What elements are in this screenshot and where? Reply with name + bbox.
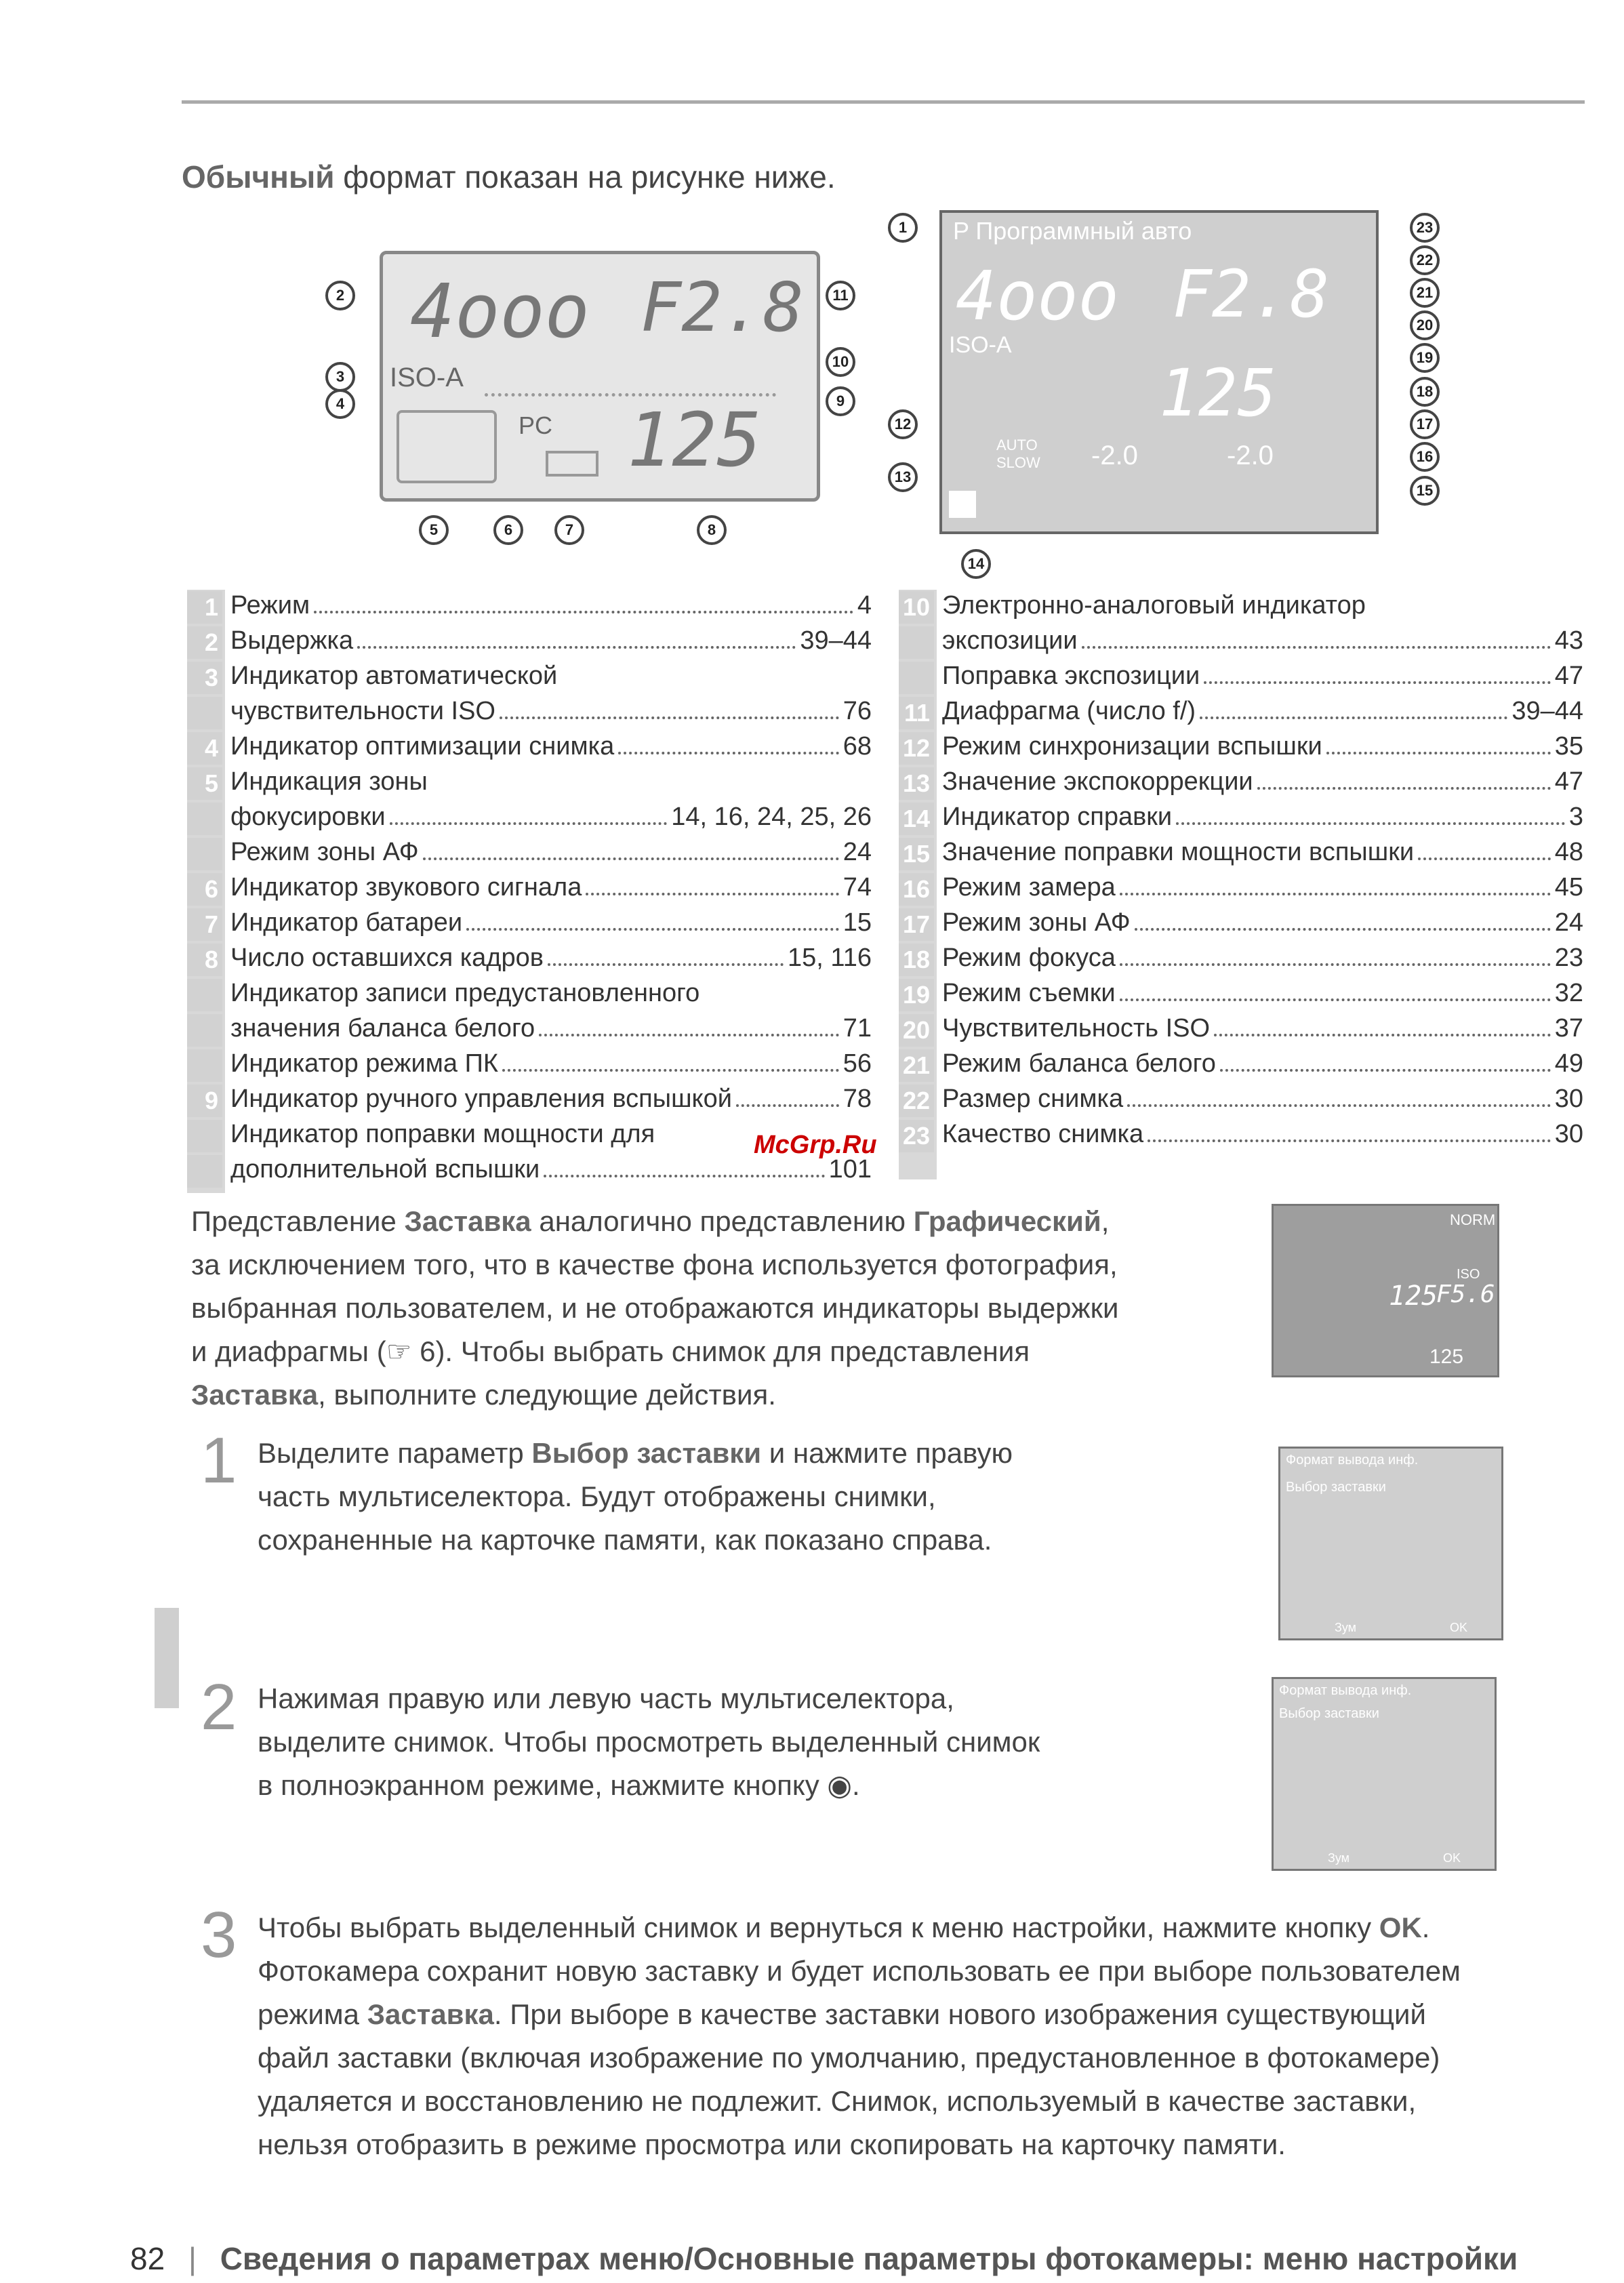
index-page: 30 (1554, 1120, 1583, 1148)
index-entry (187, 908, 872, 937)
index-page: 74 (843, 873, 872, 902)
index-list-right (899, 591, 1583, 1181)
wallpaper-screen-thumbnail (1272, 1204, 1499, 1377)
thumb-iso: ISO (1457, 1267, 1480, 1282)
index-number: 17 (899, 908, 934, 941)
menu2-subtitle: Выбор заставки (1279, 1706, 1379, 1721)
index-label: Индикатор записи предустановленного (230, 979, 700, 1007)
index-entry (187, 803, 872, 832)
index-label: Режим зоны АФ (230, 838, 419, 866)
index-number (187, 697, 222, 729)
index-entry (899, 838, 1583, 867)
index-page: 39–44 (800, 626, 872, 655)
leader-dots (1257, 787, 1551, 790)
lcd-pc: PC (519, 411, 553, 439)
lcd-exp-comp: -2.0 (1091, 441, 1138, 470)
index-label: Число оставшихся кадров (230, 944, 544, 972)
index-entry (187, 1014, 872, 1043)
index-number: 22 (899, 1085, 934, 1117)
leader-dots (1082, 646, 1551, 649)
leader-dots (423, 857, 839, 860)
index-number: 19 (899, 979, 934, 1011)
index-page: 49 (1554, 1049, 1583, 1078)
index-number: 23 (899, 1120, 934, 1152)
index-label: значения баланса белого (230, 1014, 535, 1043)
index-number: 20 (899, 1014, 934, 1047)
lcd-right-aperture: F2.8 (1173, 256, 1330, 332)
lcd-mode: P Программный авто (953, 217, 1192, 245)
callout-r13: 13 (888, 462, 918, 492)
menu1-ok: OK (1450, 1621, 1468, 1634)
page-footer: 82 | Сведения о параметрах меню/Основные параметры фотокамеры: меню настройки (130, 2241, 1518, 2276)
index-label: Режим фокуса (942, 944, 1116, 972)
leader-dots (1120, 998, 1551, 1001)
leader-dots (1220, 1069, 1551, 1072)
index-number: 5 (187, 767, 222, 800)
index-number (187, 803, 222, 835)
index-page: 24 (1554, 908, 1583, 937)
index-number: 4 (187, 732, 222, 765)
index-entry (187, 944, 872, 973)
callout-r1: 1 (888, 213, 918, 243)
menu1-subtitle: Выбор заставки (1286, 1480, 1386, 1495)
lcd-diagram-right (939, 210, 1379, 534)
index-number: 12 (899, 732, 934, 765)
callout-8: 8 (697, 515, 727, 545)
callout-r17: 17 (1410, 409, 1440, 439)
index-label: Значение поправки мощности вспышки (942, 838, 1415, 866)
leader-dots (539, 1034, 839, 1036)
lcd-diagram-left (380, 251, 820, 502)
index-page: 47 (1554, 662, 1583, 690)
intro-text: Обычный формат показан на рисунке ниже. (182, 159, 836, 195)
index-entry (899, 1049, 1583, 1078)
index-label: Индикатор справки (942, 803, 1173, 831)
index-page: 35 (1554, 732, 1583, 761)
index-number (187, 1014, 222, 1047)
index-label: Выдержка (230, 626, 354, 655)
menu2-zoom: Зум (1328, 1851, 1350, 1865)
index-page: 68 (843, 732, 872, 761)
index-number (187, 1120, 222, 1152)
lcd-shutter: 4ooo (410, 268, 590, 355)
index-entry (187, 1085, 872, 1114)
step-2-number: 2 (201, 1671, 237, 1743)
index-label: Диафрагма (число f/) (942, 697, 1196, 725)
leader-dots (1135, 928, 1551, 931)
index-entry (187, 697, 872, 726)
leader-dots (1200, 716, 1507, 719)
leader-dots (1176, 822, 1565, 825)
leader-dots (502, 1069, 839, 1072)
leader-dots (618, 752, 839, 754)
index-number: 6 (187, 873, 222, 906)
step-1-number: 1 (201, 1424, 237, 1497)
callout-4: 4 (325, 389, 355, 419)
menu1-zoom: Зум (1335, 1621, 1357, 1634)
index-entry (899, 1085, 1583, 1114)
index-entry (899, 803, 1583, 832)
callout-r19: 19 (1410, 343, 1440, 373)
index-page: 14, 16, 24, 25, 26 (671, 803, 872, 831)
index-number: 14 (899, 803, 934, 835)
callout-7: 7 (554, 515, 584, 545)
index-label: Индикатор звукового сигнала (230, 873, 582, 902)
leader-dots (390, 822, 668, 825)
index-entry (899, 626, 1583, 655)
index-entry (187, 838, 872, 867)
help-icon (949, 491, 976, 518)
index-entry (187, 767, 872, 796)
thumb-frames: 125 (1429, 1346, 1464, 1368)
index-label: Индикатор режима ПК (230, 1049, 499, 1078)
lcd-exposure-scale (485, 373, 776, 397)
index-page: 101 (828, 1155, 872, 1184)
index-page: 23 (1554, 944, 1583, 972)
index-number (187, 979, 222, 1011)
index-page: 71 (843, 1014, 872, 1043)
index-page: 3 (1568, 803, 1583, 831)
index-label: дополнительной вспышки (230, 1155, 540, 1184)
index-page: 76 (843, 697, 872, 725)
index-number: 7 (187, 908, 222, 941)
leader-dots (1204, 681, 1550, 684)
index-entry (187, 732, 872, 761)
index-entry (187, 662, 872, 691)
index-entry (899, 697, 1583, 726)
index-label: Режим (230, 591, 310, 620)
callout-r15: 15 (1410, 476, 1440, 506)
menu-screenshot-1 (1278, 1447, 1503, 1640)
watermark: McGrp.Ru (754, 1131, 877, 1159)
thumb-quality: NORM (1450, 1211, 1496, 1228)
callout-11: 11 (826, 281, 855, 310)
callout-3: 3 (325, 362, 355, 392)
index-number: 3 (187, 662, 222, 694)
index-entry (187, 626, 872, 655)
index-page: 15 (843, 908, 872, 937)
index-label: Электронно-аналоговый индикатор (942, 591, 1366, 620)
index-page: 39–44 (1511, 697, 1583, 725)
page-number: 82 (130, 2241, 165, 2276)
index-label: фокусировки (230, 803, 386, 831)
index-page: 4 (857, 591, 872, 620)
callout-r21: 21 (1410, 278, 1440, 308)
index-label: Режим съемки (942, 979, 1116, 1007)
index-number: 2 (187, 626, 222, 659)
index-entry (899, 979, 1583, 1008)
callout-r22: 22 (1410, 245, 1440, 275)
index-entry (187, 591, 872, 620)
leader-dots (1326, 752, 1551, 754)
callout-r14: 14 (961, 549, 991, 579)
index-entry (899, 873, 1583, 902)
index-page: 37 (1554, 1014, 1583, 1043)
lcd-auto-slow: AUTO SLOW (996, 437, 1040, 471)
lcd-frame-count: 125 (627, 397, 762, 483)
leader-dots (1214, 1034, 1551, 1036)
leader-dots (736, 1104, 839, 1107)
index-number: 21 (899, 1049, 934, 1082)
index-label: Режим баланса белого (942, 1049, 1216, 1078)
callout-5: 5 (419, 515, 449, 545)
leader-dots (1120, 893, 1551, 895)
top-rule (182, 100, 1585, 104)
leader-dots (357, 646, 796, 649)
index-entry (187, 979, 872, 1008)
index-entry (899, 767, 1583, 796)
index-number (187, 1049, 222, 1082)
lcd-right-count: 125 (1159, 355, 1277, 431)
lcd-flash-comp: -2.0 (1227, 441, 1274, 470)
lcd-iso: ISO-A (390, 363, 464, 392)
index-label: Индикатор ручного управления вспышкой (230, 1085, 732, 1113)
index-entry (899, 732, 1583, 761)
leader-dots (314, 611, 853, 613)
index-page: 45 (1554, 873, 1583, 902)
index-label: Индикатор автоматической (230, 662, 558, 690)
battery-icon (546, 451, 598, 477)
index-page: 24 (843, 838, 872, 866)
step-1-text: Выделите параметр Выбор заставки и нажмите правую часть мультиселектора. Будут отображены снимки, сохраненные на карточке памяти, как показано справа. (258, 1437, 1013, 1556)
leader-dots (1148, 1139, 1551, 1142)
index-entry (899, 591, 1583, 620)
leader-dots (466, 928, 839, 931)
index-number (187, 1155, 222, 1188)
index-entry (187, 873, 872, 902)
index-label: Значение экспокоррекции (942, 767, 1253, 796)
index-label: Режим замера (942, 873, 1116, 902)
index-page: 32 (1554, 979, 1583, 1007)
leader-dots (1418, 857, 1551, 860)
callout-9: 9 (826, 386, 855, 416)
menu1-title: Формат вывода инф. (1286, 1453, 1419, 1468)
index-label: Индикатор батареи (230, 908, 463, 937)
step-2-text: Нажимая правую или левую часть мультиселектора, выделите снимок. Чтобы просмотреть выделенный снимок в полноэкранном режиме, нажмите кнопку ◉. (258, 1682, 1040, 1801)
index-label: Чувствительность ISO (942, 1014, 1211, 1043)
callout-10: 10 (826, 347, 855, 377)
leader-dots (548, 963, 784, 966)
step-3-text: Чтобы выбрать выделенный снимок и вернуться к меню настройки, нажмите кнопку OK. Фотокамера сохранит новую заставку и будет использовать ее при выборе пользователем режима Заставка. При выборе в качестве заставки нового изображения существующий файл заставки (включая изображение по умолчанию, предустановленное в фотокамере) удаляется и восстановлению не подлежит. Снимок, используемый в качестве заставки, нельзя отобразить в режиме просмотра или скопировать на карточку памяти. (258, 1912, 1461, 2160)
callout-r20: 20 (1410, 310, 1440, 340)
index-number: 11 (899, 697, 934, 729)
lcd-aperture: F2.8 (641, 268, 804, 347)
index-number (899, 662, 934, 694)
menu-screenshot-2 (1272, 1677, 1497, 1871)
index-number: 16 (899, 873, 934, 906)
lcd-right-shutter: 4ooo (956, 256, 1119, 336)
index-label: Качество снимка (942, 1120, 1144, 1148)
leader-dots (1127, 1104, 1551, 1107)
leader-dots (544, 1175, 824, 1177)
leader-dots (1120, 963, 1551, 966)
callout-r12: 12 (888, 409, 918, 439)
index-number (187, 838, 222, 870)
menu2-ok: OK (1443, 1851, 1461, 1865)
index-label: чувствительности ISO (230, 697, 495, 725)
callout-r16: 16 (1410, 442, 1440, 472)
index-entry (899, 662, 1583, 691)
index-entry (899, 1014, 1583, 1043)
index-number (899, 626, 934, 659)
leader-dots (586, 893, 838, 895)
wallpaper-paragraph: Представление Заставка аналогично представлению Графический, за исключением того, что в качестве фона используется фотография, выбранная пользователем, и не отображаются индикаторы выдержки и диафрагмы (☞ 6). Чтобы выбрать снимок для представления Заставка, выполните следующие действия. (191, 1205, 1119, 1411)
thumb-fstop: F5.6 (1436, 1280, 1495, 1308)
index-entry (899, 1120, 1583, 1149)
leader-dots (500, 716, 839, 719)
callout-r18: 18 (1410, 377, 1440, 407)
index-entry (899, 908, 1583, 937)
footer-title: Сведения о параметрах меню/Основные параметры фотокамеры: меню настройки (220, 2241, 1518, 2276)
index-label: Индикация зоны (230, 767, 428, 796)
index-list-left (187, 591, 872, 1194)
index-label: экспозиции (942, 626, 1078, 655)
index-page: 15, 116 (788, 944, 872, 972)
callout-6: 6 (493, 515, 523, 545)
index-number: 18 (899, 944, 934, 976)
section-tab-icon (155, 1608, 179, 1708)
index-number: 1 (187, 591, 222, 624)
index-number: 9 (187, 1085, 222, 1117)
index-label: Размер снимка (942, 1085, 1124, 1113)
thumb-count: 125 (1389, 1280, 1438, 1312)
callout-r23: 23 (1410, 213, 1440, 243)
index-number: 15 (899, 838, 934, 870)
index-number: 13 (899, 767, 934, 800)
index-number: 8 (187, 944, 222, 976)
index-label: Режим синхронизации вспышки (942, 732, 1322, 761)
index-page: 30 (1554, 1085, 1583, 1113)
index-label: Поправка экспозиции (942, 662, 1200, 690)
index-entry (899, 944, 1583, 973)
index-page: 56 (843, 1049, 872, 1078)
lcd-focus-area (397, 410, 497, 483)
index-label: Индикатор поправки мощности для (230, 1120, 655, 1148)
index-label: Режим зоны АФ (942, 908, 1131, 937)
step-3-number: 3 (201, 1899, 237, 1971)
index-page: 47 (1554, 767, 1583, 796)
index-label: Индикатор оптимизации снимка (230, 732, 615, 761)
callout-2: 2 (325, 281, 355, 310)
index-number: 10 (899, 591, 934, 624)
menu2-title: Формат вывода инф. (1279, 1683, 1412, 1698)
index-entry (187, 1049, 872, 1078)
index-page: 48 (1554, 838, 1583, 866)
index-page: 78 (843, 1085, 872, 1113)
lcd-right-iso: ISO-A (949, 332, 1012, 358)
index-page: 43 (1554, 626, 1583, 655)
